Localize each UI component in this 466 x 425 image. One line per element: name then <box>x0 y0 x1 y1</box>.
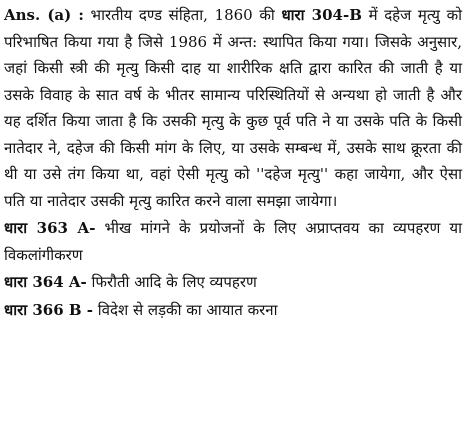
answer-text-body: में दहेज मृत्यु को परिभाषित किया गया है जिसे 1986 में अन्त: स्थापित किया गया। जिसके अनुसार, जहां किसी स्त्री की मृत्यु किसी दाह या शारीरिक क्षति द्वारा कारित की जाती है या उसके विवाह के सात वर्ष के भीतर सामान्य परिस्थितियों से अन्यथा हो जाती है और यह दर्शित किया जाता है कि उसकी मृत्यु के कुछ पूर्व पति ने या उसके पति के किसी नातेदार ने, दहेज की किसी मांग के लिए, या उसके सम्बन्ध में, उसके साथ क्रूरता की थी या उसे तंग किया था, वहां ऐसी मृत्यु को ''दहेज मृत्यु'' कहा जायेगा, और ऐसा पति या नातेदार उसकी मृत्यु कारित करने वाला समझा जायेगा। <box>4 6 462 210</box>
section-label: धारा 366 B - <box>4 300 94 319</box>
answer-document <box>4 2 462 323</box>
answer-paragraph <box>4 2 462 214</box>
answer-text-intro: भारतीय दण्ड संहिता, 1860 की <box>83 6 282 24</box>
answer-prefix: Ans. (a) : <box>4 6 84 24</box>
section-entry-366b <box>4 297 462 324</box>
section-entry-363a <box>4 215 462 268</box>
section-entry-364a <box>4 269 462 296</box>
section-description: भीख मांगने के प्रयोजनों के लिए अप्राप्तवय का व्यपहरण या विकलांगीकरण <box>4 219 463 264</box>
section-description: फिरौती आदि के लिए व्यपहरण <box>86 273 257 291</box>
section-label: धारा 363 A- <box>4 219 96 237</box>
section-label: धारा 364 A- <box>4 273 87 291</box>
section-reference: धारा 304-B <box>281 6 362 24</box>
section-description: विदेश से लड़की का आयात करना <box>93 300 278 319</box>
